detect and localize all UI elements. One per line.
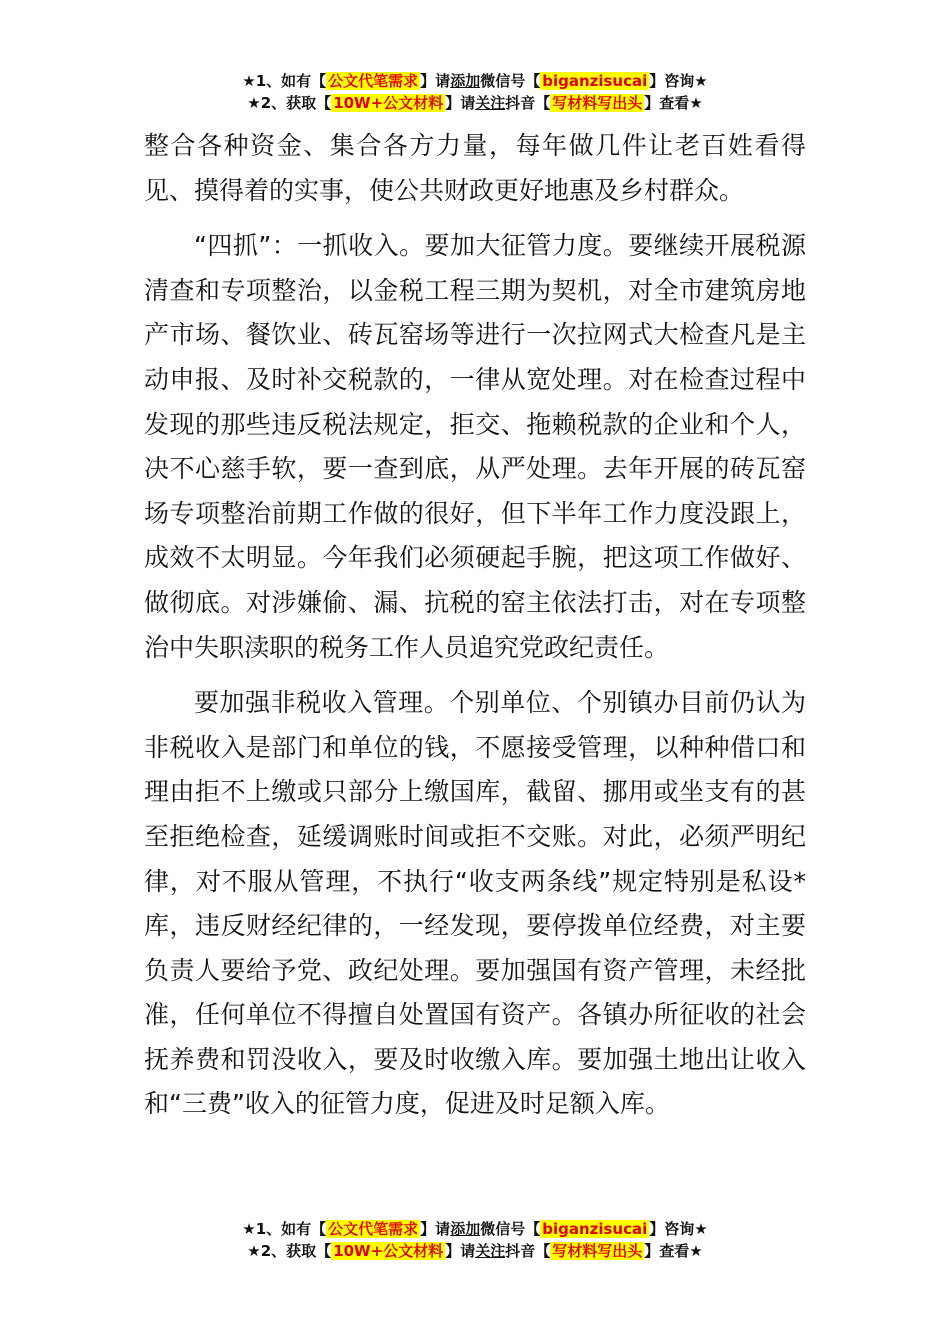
- highlight-douyin-account: 写材料写出头: [552, 1242, 643, 1260]
- banner-line-2: ★2、获取【 10W+公文材料 】请关注抖音【 写材料写出头 】查看★: [247, 94, 703, 112]
- footer-banner: [0, 1218, 950, 1262]
- document-body: [144, 124, 806, 1127]
- highlight-materials: 10W+公文材料: [333, 94, 444, 112]
- highlight-wechat-id: biganzisucai: [542, 1220, 648, 1238]
- paragraph: 整合各种资金、集合各方力量，每年做几件让老百姓看得见、摸得着的实事，使公共财政更好地惠及乡村群众。: [144, 131, 806, 205]
- banner-line-1: ★1、如有【 公文代笔需求 】请添加微信号【 biganzisucai 】咨询★: [242, 1220, 708, 1238]
- highlight-materials: 10W+公文材料: [333, 1242, 444, 1260]
- highlight-ghostwriting: 公文代笔需求: [328, 1220, 419, 1238]
- banner-line-1: ★1、如有【 公文代笔需求 】请添加微信号【 biganzisucai 】咨询★: [242, 72, 708, 90]
- banner-line-2: ★2、获取【 10W+公文材料 】请关注抖音【 写材料写出头 】查看★: [247, 1242, 703, 1260]
- paragraph: 要加强非税收入管理。个别单位、个别镇办目前仍认为非税收入是部门和单位的钱，不愿接受管理，以种种借口和理由拒不上缴或只部分上缴国库，截留、挪用或坐支有的甚至拒绝检查，延缓调账时间或拒不交账。对此，必须严明纪律，对不服从管理，不执行“收支两条线”规定特别是私设*库，违反财经纪律的，一经发现，要停拨单位经费，对主要负责人要给予党、政纪处理。要加强国有资产管理，未经批准，任何单位不得擅自处置国有资产。各镇办所征收的社会抚养费和罚没收入，要及时收缴入库。要加强土地出让收入和“三费”收入的征管力度，促进及时足额入库。: [144, 688, 806, 1119]
- highlight-douyin-account: 写材料写出头: [552, 94, 643, 112]
- header-banner: [0, 70, 950, 114]
- paragraph: “四抓”：一抓收入。要加大征管力度。要继续开展税源清查和专项整治，以金税工程三期为契机，对全市建筑房地产市场、餐饮业、砖瓦窑场等进行一次拉网式大检查凡是主动申报、及时补交税款的，一律从宽处理。对在检查过程中发现的那些违反税法规定，拒交、拖赖税款的企业和个人，决不心慈手软，要一查到底，从严处理。去年开展的砖瓦窑场专项整治前期工作做的很好，但下半年工作力度没跟上，成效不太明显。今年我们必须硬起手腕，把这项工作做好、做彻底。对涉嫌偷、漏、抗税的窑主依法打击，对在专项整治中失职渎职的税务工作人员追究党政纪责任。: [144, 231, 806, 662]
- highlight-wechat-id: biganzisucai: [542, 72, 648, 90]
- highlight-ghostwriting: 公文代笔需求: [328, 72, 419, 90]
